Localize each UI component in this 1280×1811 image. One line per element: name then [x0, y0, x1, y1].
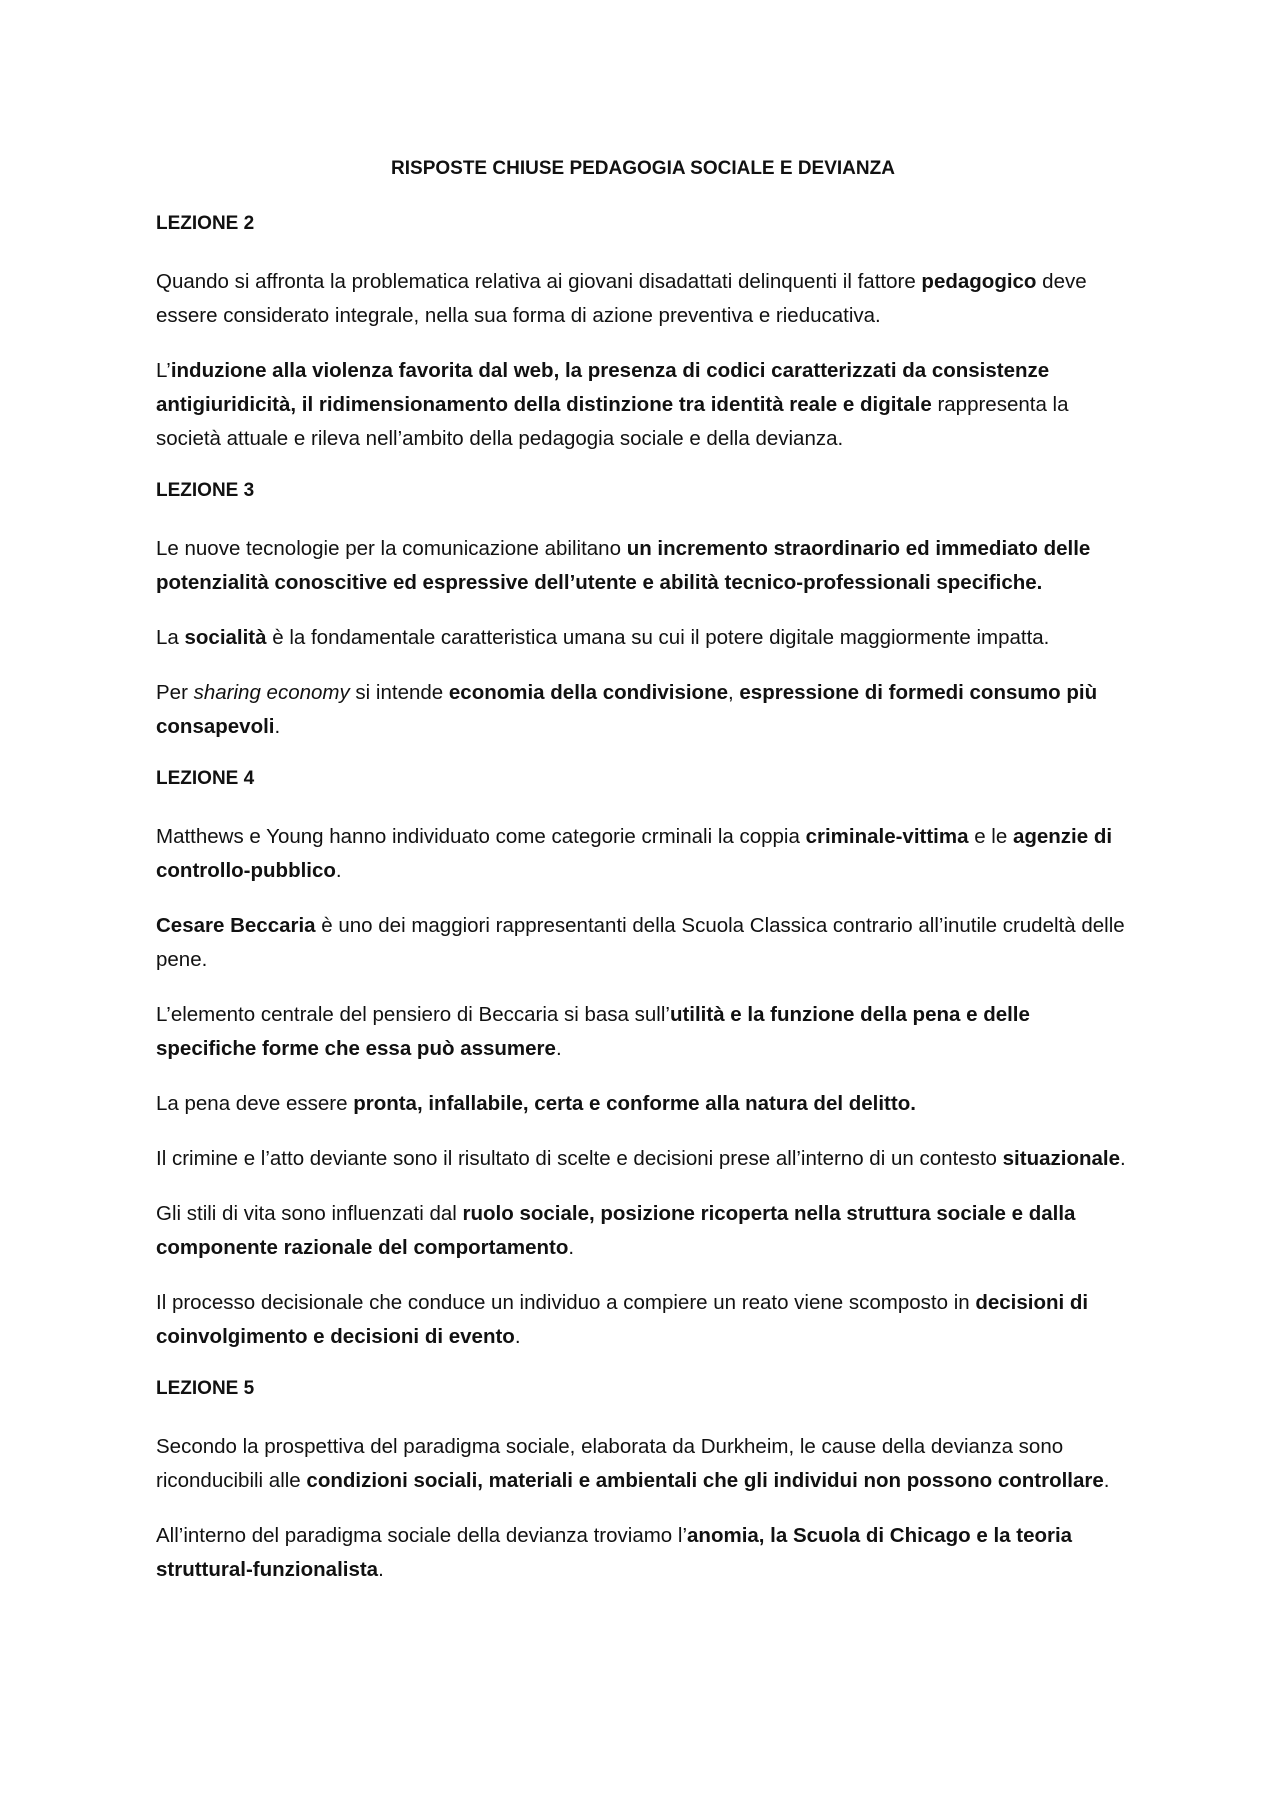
text-run: è la fondamentale caratteristica umana su cui il potere digitale maggiormente impatta. [266, 626, 1050, 649]
text-run: Le nuove tecnologie per la comunicazione abilitano [156, 537, 627, 560]
bold-text: situazionale [1002, 1147, 1120, 1170]
paragraph [156, 532, 1130, 600]
paragraph [156, 1087, 1130, 1121]
section-heading: LEZIONE 5 [156, 1378, 255, 1399]
bold-text: un incremento straordinario ed immediato delle potenzialità conoscitive ed espressive dell’utente e abilità tecnico-professionali specifiche. [156, 537, 1091, 594]
paragraph [156, 265, 1130, 333]
text-run: . [274, 715, 281, 738]
bold-text: induzione alla violenza favorita dal web, la presenza di codici caratterizzati da consistenze antigiuridicità, il ridimensionamento della distinzione tra identità reale e digitale [156, 359, 1050, 416]
text-run: . [568, 1236, 575, 1259]
bold-text: Cesare Beccaria [156, 914, 316, 937]
text-run: . [378, 1558, 384, 1581]
section-heading: LEZIONE 3 [156, 480, 255, 501]
bold-text: agenzie di controllo-pubblico [156, 825, 1113, 882]
text-run: Matthews e Young hanno individuato come categorie crminali la coppia [156, 825, 806, 848]
bold-text: pronta, infallabile, certa e conforme alla natura del delitto. [353, 1092, 916, 1115]
text-run: Secondo la prospettiva del paradigma sociale, elaborata da Durkheim, le cause della devianza sono riconducibili alle [156, 1435, 1064, 1492]
text-run: . [514, 1325, 521, 1348]
text-run: L’ [156, 359, 171, 382]
text-run: rappresenta la società attuale e rileva nell’ambito della pedagogia sociale e della devianza. [156, 393, 1069, 450]
paragraph [156, 1430, 1130, 1498]
paragraph [156, 354, 1130, 456]
paragraph [156, 676, 1130, 744]
text-run: L’elemento centrale del pensiero di Beccaria si basa sull’ [156, 1003, 670, 1026]
paragraph [156, 820, 1130, 888]
paragraph [156, 1197, 1130, 1265]
document-title: RISPOSTE CHIUSE PEDAGOGIA SOCIALE E DEVIANZA [391, 158, 895, 179]
text-run: e le [968, 825, 1013, 848]
bold-text: socialità [184, 626, 267, 649]
text-run: . [1103, 1469, 1110, 1492]
text-run: è uno dei maggiori rappresentanti della Scuola Classica contrario all’inutile crudeltà delle pene. [156, 914, 1125, 971]
bold-text: utilità e la funzione della pena e delle specifiche forme che essa può assumere [156, 1003, 1030, 1060]
text-run: deve essere considerato integrale, nella sua forma di azione preventiva e rieducativa. [156, 270, 1087, 327]
paragraph [156, 909, 1130, 977]
bold-text: ruolo sociale, posizione ricoperta nella struttura sociale e dalla componente razionale del comportamento [156, 1202, 1076, 1259]
text-run: Gli stili di vita sono influenzati dal [156, 1202, 463, 1225]
document-body [156, 210, 1130, 1587]
text-run: Il crimine e l’atto deviante sono il risultato di scelte e decisioni prese all’interno di un contesto [156, 1147, 1003, 1170]
italic-text: sharing economy [193, 681, 350, 704]
paragraph [156, 998, 1130, 1066]
paragraph [156, 1286, 1130, 1354]
section-heading: LEZIONE 4 [156, 768, 255, 789]
bold-text: decisioni di coinvolgimento e decisioni di evento [156, 1291, 1089, 1348]
section-heading: LEZIONE 2 [156, 213, 255, 234]
bold-text: condizioni sociali, materiali e ambientali che gli individui non possono controllare [306, 1469, 1104, 1492]
text-run: . [1120, 1147, 1126, 1170]
text-run: Il processo decisionale che conduce un individuo a compiere un reato viene scomposto in [156, 1291, 976, 1314]
text-run: All’interno del paradigma sociale della devianza troviamo l’ [156, 1524, 688, 1547]
text-run: Per [156, 681, 194, 704]
bold-text: pedagogico [921, 270, 1037, 293]
text-run: . [335, 859, 342, 882]
paragraph [156, 621, 1130, 655]
text-run: Quando si affronta la problematica relativa ai giovani disadattati delinquenti il fattore [156, 270, 922, 293]
text-run: , [728, 681, 740, 704]
paragraph [156, 1142, 1130, 1176]
text-run: . [555, 1037, 562, 1060]
bold-text: economia della condivisione [448, 681, 728, 704]
text-run: si intende [349, 681, 449, 704]
text-run: La [156, 626, 185, 649]
text-run: La pena deve essere [156, 1092, 354, 1115]
paragraph [156, 1519, 1130, 1587]
bold-text: espressione di formedi consumo più consapevoli [156, 681, 1098, 738]
bold-text: criminale-vittima [805, 825, 969, 848]
bold-text: anomia, la Scuola di Chicago e la teoria struttural-funzionalista [156, 1524, 1073, 1581]
